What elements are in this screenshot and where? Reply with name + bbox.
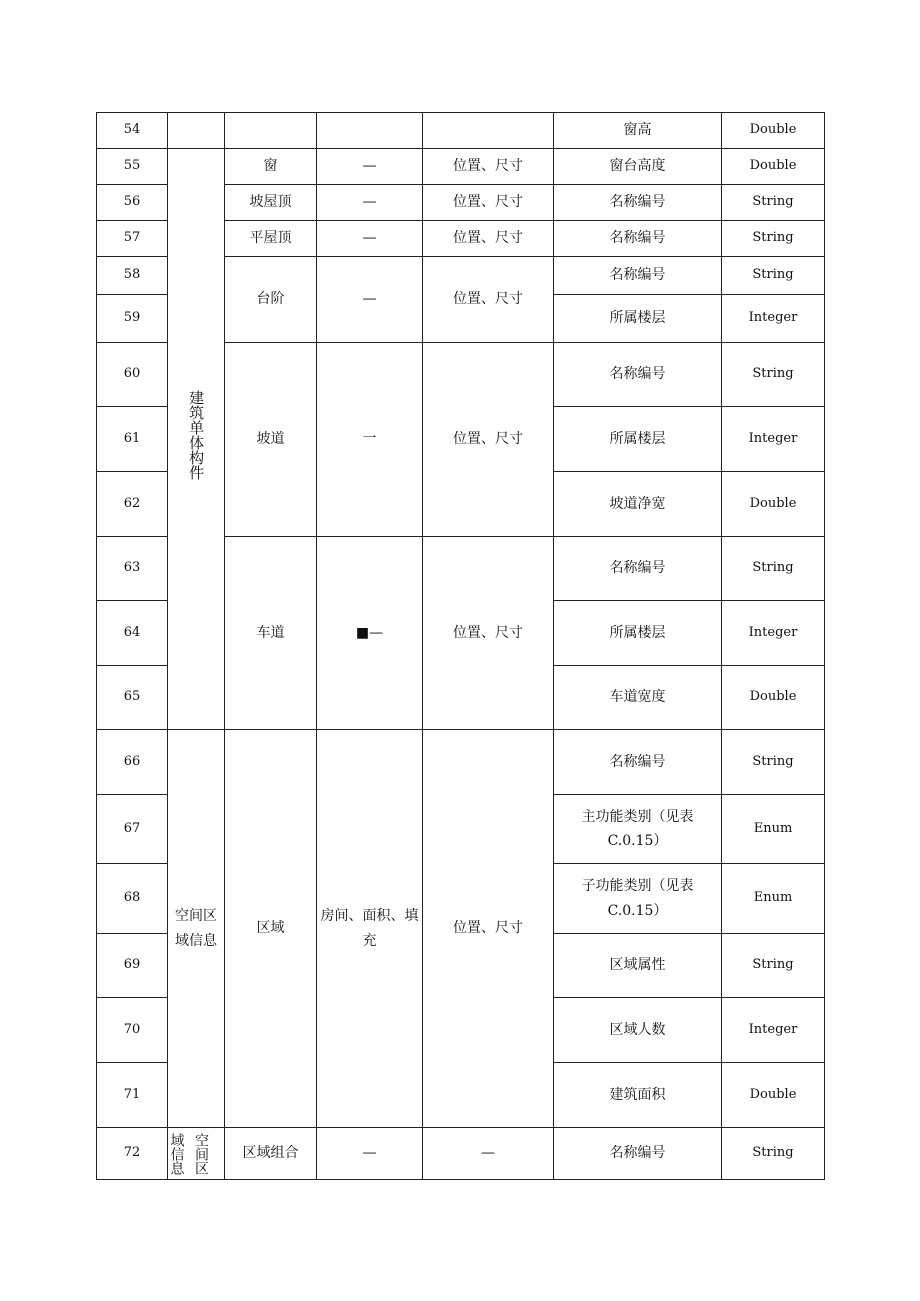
spatial-cell: 位置、尺寸: [423, 343, 554, 537]
component-cell: 车道: [225, 537, 317, 730]
geometry-cell: —: [317, 149, 423, 185]
table-row: [97, 730, 825, 795]
geometry-cell: —: [317, 257, 423, 343]
property-cell: 建筑面积: [554, 1063, 722, 1128]
row-number: 64: [97, 601, 168, 666]
property-cell: 名称编号: [554, 1128, 722, 1180]
category-building: 建筑单体构件: [168, 149, 225, 730]
row-number: 56: [97, 185, 168, 221]
row-number: 63: [97, 537, 168, 601]
geometry-cell: —: [317, 185, 423, 221]
geometry-cell: ■—: [317, 537, 423, 730]
spatial-cell: 位置、尺寸: [423, 149, 554, 185]
component-cell: 平屋顶: [225, 221, 317, 257]
type-cell: String: [722, 537, 825, 601]
spatial-cell: 位置、尺寸: [423, 221, 554, 257]
category-space: 空间区域信息: [168, 730, 225, 1128]
property-cell: 窗台高度: [554, 149, 722, 185]
row-number: 68: [97, 864, 168, 934]
type-cell: Double: [722, 1063, 825, 1128]
type-cell: String: [722, 343, 825, 407]
type-cell: Integer: [722, 407, 825, 472]
category-fragment-left: 域信息: [168, 1132, 185, 1175]
row-number: 59: [97, 295, 168, 343]
geometry-cell: 一: [317, 343, 423, 537]
row-number: 72: [97, 1128, 168, 1180]
row-number: 62: [97, 472, 168, 537]
type-cell: String: [722, 257, 825, 295]
geometry-cell: —: [317, 1128, 423, 1180]
type-cell: Integer: [722, 295, 825, 343]
component-cell: [225, 113, 317, 149]
component-cell: 坡道: [225, 343, 317, 537]
category-fragment-right: 空间区: [193, 1132, 209, 1175]
geometry-cell: —: [317, 221, 423, 257]
property-cell: 名称编号: [554, 257, 722, 295]
row-number: 55: [97, 149, 168, 185]
row-number: 66: [97, 730, 168, 795]
row-number: 60: [97, 343, 168, 407]
property-cell: 所属楼层: [554, 407, 722, 472]
spatial-cell: —: [423, 1128, 554, 1180]
property-cell: 名称编号: [554, 185, 722, 221]
component-cell: 区域: [225, 730, 317, 1128]
property-cell: 车道宽度: [554, 666, 722, 730]
spatial-cell: 位置、尺寸: [423, 185, 554, 221]
type-cell: Integer: [722, 601, 825, 666]
property-cell: 区域属性: [554, 934, 722, 998]
type-cell: Double: [722, 472, 825, 537]
property-cell: 区域人数: [554, 998, 722, 1063]
type-cell: Double: [722, 149, 825, 185]
type-cell: Integer: [722, 998, 825, 1063]
row-number: 65: [97, 666, 168, 730]
category-space-split: [168, 1128, 225, 1180]
property-cell: 所属楼层: [554, 295, 722, 343]
component-cell: 窗: [225, 149, 317, 185]
geometry-cell: [317, 113, 423, 149]
row-number: 61: [97, 407, 168, 472]
row-number: 58: [97, 257, 168, 295]
spatial-cell: 位置、尺寸: [423, 537, 554, 730]
type-cell: String: [722, 934, 825, 998]
component-cell: 台阶: [225, 257, 317, 343]
row-number: 57: [97, 221, 168, 257]
table-row: [97, 113, 825, 149]
property-cell: 名称编号: [554, 730, 722, 795]
type-cell: String: [722, 221, 825, 257]
row-number: 71: [97, 1063, 168, 1128]
spatial-cell: 位置、尺寸: [423, 730, 554, 1128]
type-cell: Enum: [722, 864, 825, 934]
row-number: 70: [97, 998, 168, 1063]
property-cell: 所属楼层: [554, 601, 722, 666]
attribute-table: [96, 112, 825, 1180]
row-number: 69: [97, 934, 168, 998]
property-cell: 窗高: [554, 113, 722, 149]
type-cell: Double: [722, 666, 825, 730]
property-cell: 名称编号: [554, 537, 722, 601]
property-cell: 名称编号: [554, 221, 722, 257]
property-cell: 名称编号: [554, 343, 722, 407]
type-cell: Enum: [722, 795, 825, 864]
type-cell: Double: [722, 113, 825, 149]
property-cell: 主功能类别（见表C.0.15）: [554, 795, 722, 864]
category-cell: [168, 113, 225, 149]
type-cell: String: [722, 185, 825, 221]
type-cell: String: [722, 730, 825, 795]
property-cell: 坡道净宽: [554, 472, 722, 537]
geometry-cell: 房间、面积、填充: [317, 730, 423, 1128]
spatial-cell: [423, 113, 554, 149]
component-cell: 区域组合: [225, 1128, 317, 1180]
row-number: 54: [97, 113, 168, 149]
property-cell: 子功能类别（见表C.0.15）: [554, 864, 722, 934]
table-row: [97, 1128, 825, 1180]
type-cell: String: [722, 1128, 825, 1180]
spatial-cell: 位置、尺寸: [423, 257, 554, 343]
component-cell: 坡屋顶: [225, 185, 317, 221]
table-row: [97, 149, 825, 185]
row-number: 67: [97, 795, 168, 864]
